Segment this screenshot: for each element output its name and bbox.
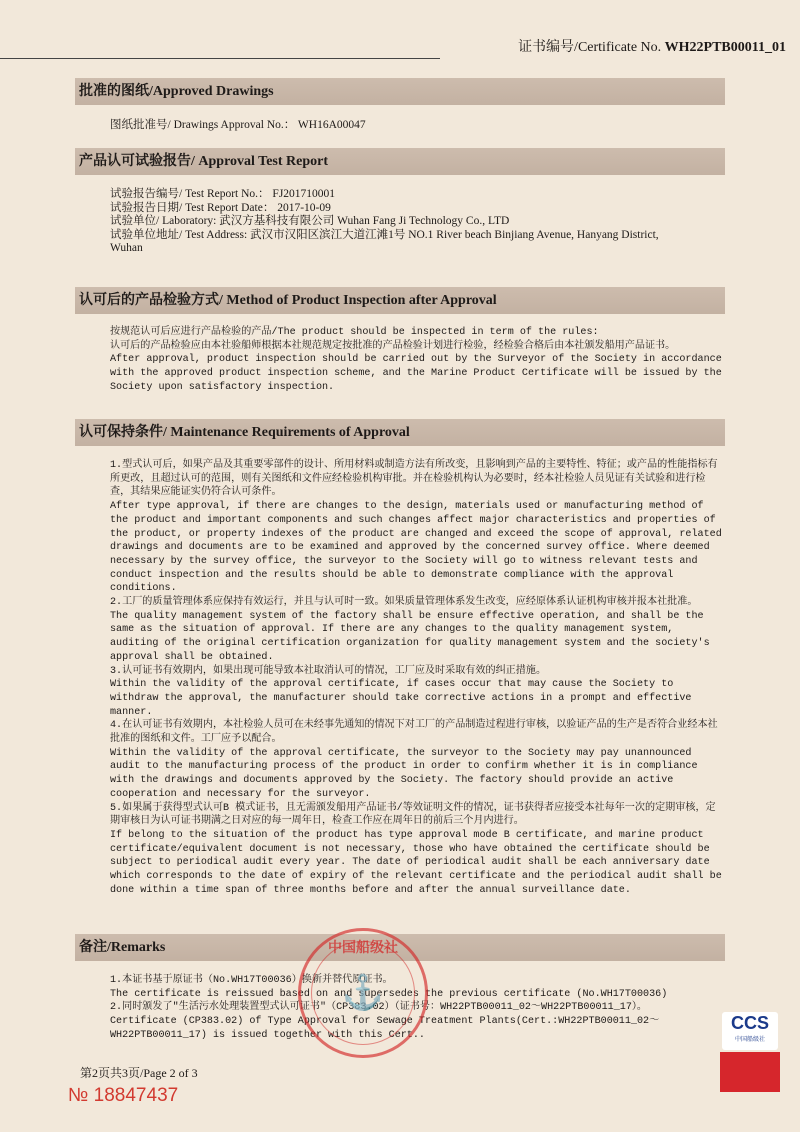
maintenance-text bbox=[110, 459, 722, 898]
ccs-logo-text: CCS bbox=[730, 1013, 769, 1033]
paragraph: 2.工厂的质量管理体系应保持有效运行，并且与认可时一致。如果质量管理体系发生改变，应经原体系认证机构审核并报本社批准。 bbox=[110, 597, 698, 609]
ccs-logo-subtext: 中国船级社 bbox=[734, 1037, 765, 1043]
page-number: 第2页共3页/Page 2 of 3 bbox=[80, 1066, 198, 1080]
laboratory: 试验单位/ Laboratory: 武汉方基科技有限公司 Wuhan Fang Ji Technology Co., LTD bbox=[110, 215, 510, 227]
anchor-icon: ⚓ bbox=[341, 975, 385, 1012]
section-approved-drawings: 批准的图纸/Approved Drawings bbox=[75, 78, 725, 105]
paragraph: 认可后的产品检验应由本社验船师根据本社规范规定按批准的产品检验计划进行检验，经检验合格后由本社颁发船用产品证书。 bbox=[110, 340, 676, 352]
section-approval-test-report: 产品认可试验报告/ Approval Test Report bbox=[75, 148, 725, 175]
test-address-cont: Wuhan bbox=[110, 242, 143, 254]
paragraph: If belong to the situation of the product has type approval mode B certificate, and marine product certificate/equivalent document is not necessary, those who have obtained the certificate should be subject to periodical audit every year. The date of periodical audit shall be each anniversary date which corresponds to the date of expiry of the relevant certificate and the periodical audit shall be done within a time span of three months before and after the annual surveillance date. bbox=[110, 829, 722, 896]
inspection-text bbox=[110, 326, 722, 395]
section-remarks: 备注/Remarks bbox=[75, 934, 725, 961]
test-report-no: 试验报告编号/ Test Report No.： FJ201710001 bbox=[110, 188, 336, 200]
red-security-tab bbox=[720, 1052, 780, 1092]
paragraph: After type approval, if there are changes to the design, materials used or manufacturing method of the product and important components and such changes affect major characteristics and properties of the product, or property indexes of the product are changed and exceed the scope of approval, related drawings and documents are to be examined and approved by the concerned survey office. Where deemed necessary by the survey office, the surveyor to the Society will go to witness relevant tests and conduct inspection and the results should be able to demonstrate compliance with the approval conditions. bbox=[110, 501, 722, 595]
paragraph: 3.认可证书有效期内，如果出现可能导致本社取消认可的情况，工厂应及时采取有效的纠正措施。 bbox=[110, 665, 547, 677]
section-product-inspection: 认可后的产品检验方式/ Method of Product Inspection after Approval bbox=[75, 287, 725, 314]
paragraph: Within the validity of the approval certificate, if cases occur that may cause the Society to withdraw the approval, the manufacturer should take corrective actions in a prompt and effective manner. bbox=[110, 679, 692, 718]
serial-number: № 18847437 bbox=[68, 1085, 179, 1106]
cert-label: 证书编号/Certificate No. bbox=[518, 40, 662, 55]
paragraph: The certificate is reissued based on and supersedes the previous certificate (No.WH17T00036) bbox=[110, 988, 668, 1000]
paragraph: Within the validity of the approval certificate, the surveyor to the Society may pay unannounced audit to the manufacturing process of the product in order to confirm whether it is in compliance with the drawings and documents approved by the Society. The factory should provide an active cooperation and necessary for the surveyor. bbox=[110, 747, 698, 800]
test-address: 试验单位地址/ Test Address: 武汉市汉阳区滨江大道江滩1号 NO.1 River beach Binjiang Avenue, Hanyang District, bbox=[110, 228, 659, 241]
official-seal-stamp bbox=[298, 928, 428, 1058]
test-report-date: 试验报告日期/ Test Report Date： 2017-10-09 bbox=[110, 201, 331, 214]
paragraph: 2.同时颁发了"生活污水处理装置型式认可证书"（CP383.02）（证书号：WH22PTB00011_02～WH22PTB00011_17）。 bbox=[110, 1002, 648, 1014]
paragraph: After approval, product inspection should be carried out by the Surveyor of the Society in accordance with the approved product inspection scheme, and the Marine Product Certificate will be issued by the Society upon satisfactory inspection. bbox=[110, 354, 722, 393]
paragraph: 1.本证书基于原证书（No.WH17T00036）换新并替代原证书。 bbox=[110, 975, 393, 986]
paragraph: 按规范认可后应进行产品检验的产品/The product should be inspected in term of the rules: bbox=[110, 327, 599, 338]
drawings-approval-no: 图纸批准号/ Drawings Approval No.： WH16A00047 bbox=[110, 119, 366, 131]
section-maintenance-requirements: 认可保持条件/ Maintenance Requirements of Approval bbox=[75, 419, 725, 446]
cert-no-value: WH22PTB00011_01 bbox=[664, 40, 786, 55]
ccs-logo bbox=[722, 1012, 778, 1050]
seal-text: 中国船级社 bbox=[328, 941, 398, 956]
paragraph: The quality management system of the factory shall be ensure effective operation, and shall be the same as the situation of approval. If there are any changes to the quality management system, auditing of the original certification organization for quality management system and the society's approval shall be obtained. bbox=[110, 610, 710, 663]
paragraph: 4.在认可证书有效期内，本社检验人员可在未经事先通知的情况下对工厂的产品制造过程进行审核，以验证产品的生产是否符合业经本社批准的图纸和文件。工厂应予以配合。 bbox=[110, 720, 718, 746]
paragraph: 1.型式认可后，如果产品及其重要零部件的设计、所用材料或制造方法有所改变，且影响到产品的主要特性、特征；或产品的性能指标有所更改，且超过认可的范围，则有关图纸和文件应经检验机构审批。并在检验机构认为必要时，经本社检验人员见证有关试验和进行检查，其结果应能证实仍符合认可条件。 bbox=[110, 460, 718, 499]
header-rule bbox=[0, 58, 440, 59]
paragraph: Certificate (CP383.02) of Type Approval for Sewage Treatment Plants(Cert.:WH22PTB00011_02～WH22PTB00011_17) is issued together with this Cert.. bbox=[110, 1016, 660, 1041]
test-report-details bbox=[110, 188, 659, 256]
paragraph: 5.如果属于获得型式认可B 模式证书，且无需颁发船用产品证书/等效证明文件的情况，证书获得者应接受本社每年一次的定期审核，定期审核日为认可证书期满之日对应的每一周年日，检查工作应在周年日的前后三个月内进行。 bbox=[110, 802, 716, 828]
certificate-number bbox=[518, 36, 786, 56]
